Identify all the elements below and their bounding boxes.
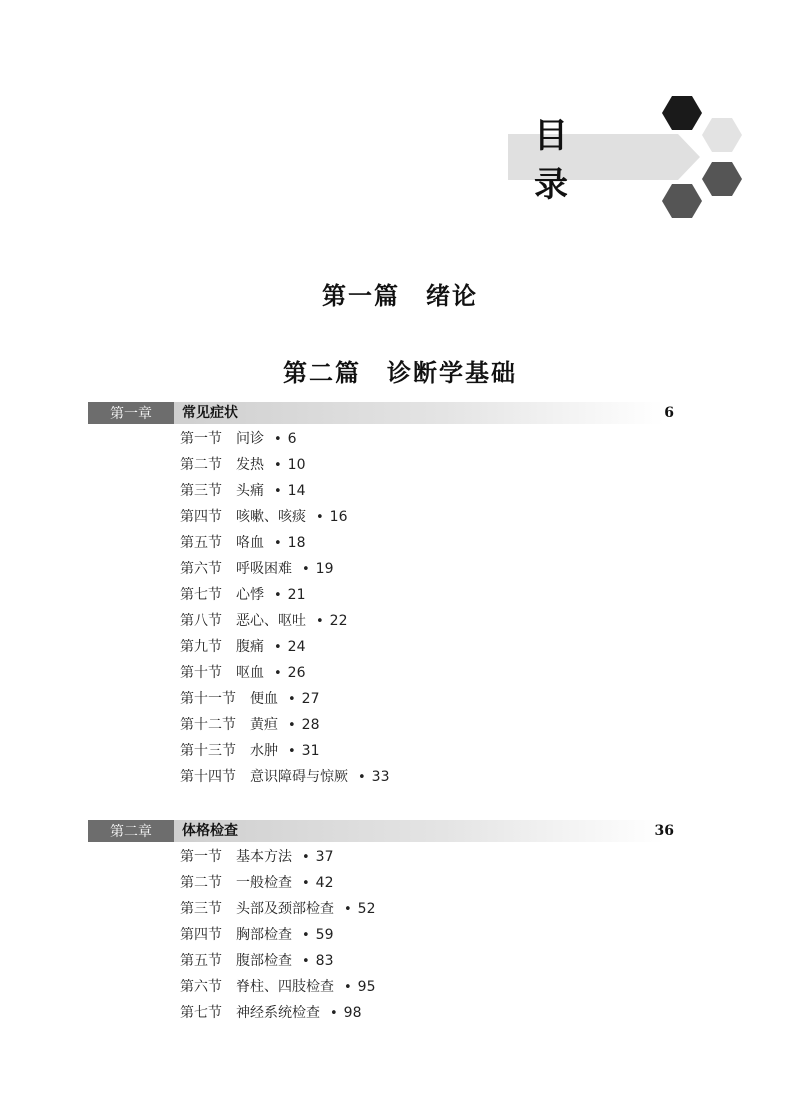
hexagon-mid-lower-icon xyxy=(662,184,702,218)
section-number: 第十三节 xyxy=(180,743,236,759)
section-title: 头部及颈部检查 xyxy=(236,901,334,917)
section-number: 第十二节 xyxy=(180,717,236,733)
bullet-dot-icon: • xyxy=(316,614,324,629)
section-page: 22 xyxy=(329,613,348,629)
section-number: 第二节 xyxy=(180,457,222,473)
chapter-name: 体格检查 xyxy=(182,823,238,839)
section-title: 腹部检查 xyxy=(236,953,292,969)
bullet-dot-icon: • xyxy=(274,458,282,473)
chapter-page: 6 xyxy=(664,405,674,421)
section-page: 59 xyxy=(315,927,334,943)
section-list-chapter-2 xyxy=(180,844,376,1026)
bullet-dot-icon: • xyxy=(344,980,352,995)
bullet-dot-icon: • xyxy=(274,432,282,447)
chapter-bar xyxy=(174,820,664,842)
bullet-dot-icon: • xyxy=(274,588,282,603)
section-title: 心悸 xyxy=(236,587,264,603)
section-number: 第一节 xyxy=(180,849,222,865)
bullet-dot-icon: • xyxy=(330,1006,338,1021)
section-page: 26 xyxy=(287,665,306,681)
toc-section-item[interactable] xyxy=(180,478,390,504)
part-title-1: 第一篇 绪论 xyxy=(322,281,478,310)
section-page: 18 xyxy=(287,535,306,551)
toc-section-item[interactable] xyxy=(180,1000,376,1026)
toc-section-item[interactable] xyxy=(180,974,376,1000)
section-title: 一般检查 xyxy=(236,875,292,891)
toc-section-item[interactable] xyxy=(180,608,390,634)
section-title: 基本方法 xyxy=(236,849,292,865)
section-page: 37 xyxy=(315,849,334,865)
section-title: 咳嗽、咳痰 xyxy=(236,509,306,525)
bullet-dot-icon: • xyxy=(302,850,310,865)
toc-header-banner xyxy=(508,116,700,205)
toc-section-item[interactable] xyxy=(180,712,390,738)
bullet-dot-icon: • xyxy=(288,692,296,707)
part-title-2: 第二篇 诊断学基础 xyxy=(283,358,517,387)
toc-section-item[interactable] xyxy=(180,686,390,712)
section-number: 第三节 xyxy=(180,483,222,499)
section-number: 第四节 xyxy=(180,927,222,943)
chapter-label: 第二章 xyxy=(88,820,174,842)
section-number: 第十节 xyxy=(180,665,222,681)
section-title: 咯血 xyxy=(236,535,264,551)
section-title: 恶心、呕吐 xyxy=(236,613,306,629)
page-title: 目 录 xyxy=(534,116,594,205)
bullet-dot-icon: • xyxy=(274,484,282,499)
section-title: 胸部检查 xyxy=(236,927,292,943)
toc-section-item[interactable] xyxy=(180,764,390,790)
section-number: 第五节 xyxy=(180,535,222,551)
section-page: 19 xyxy=(315,561,334,577)
toc-section-item[interactable] xyxy=(180,844,376,870)
section-number: 第十一节 xyxy=(180,691,236,707)
toc-section-item[interactable] xyxy=(180,634,390,660)
section-page: 24 xyxy=(287,639,306,655)
section-page: 98 xyxy=(343,1005,362,1021)
section-number: 第十四节 xyxy=(180,769,236,785)
toc-section-item[interactable] xyxy=(180,556,390,582)
chapter-name: 常见症状 xyxy=(182,405,238,421)
section-page: 14 xyxy=(287,483,306,499)
toc-section-item[interactable] xyxy=(180,948,376,974)
section-number: 第三节 xyxy=(180,901,222,917)
section-page: 95 xyxy=(357,979,376,995)
toc-section-item[interactable] xyxy=(180,896,376,922)
chapter-bar xyxy=(174,402,664,424)
section-title: 发热 xyxy=(236,457,264,473)
section-title: 呕血 xyxy=(236,665,264,681)
section-number: 第八节 xyxy=(180,613,222,629)
toc-section-item[interactable] xyxy=(180,738,390,764)
hexagon-light-icon xyxy=(702,118,742,152)
bullet-dot-icon: • xyxy=(274,666,282,681)
section-number: 第二节 xyxy=(180,875,222,891)
chapter-header-2[interactable] xyxy=(88,820,680,842)
chapter-page: 36 xyxy=(654,823,674,839)
section-number: 第一节 xyxy=(180,431,222,447)
bullet-dot-icon: • xyxy=(288,718,296,733)
toc-section-item[interactable] xyxy=(180,582,390,608)
bullet-dot-icon: • xyxy=(274,536,282,551)
toc-section-item[interactable] xyxy=(180,870,376,896)
bullet-dot-icon: • xyxy=(344,902,352,917)
chapter-header-1[interactable] xyxy=(88,402,680,424)
chapter-label: 第一章 xyxy=(88,402,174,424)
section-number: 第六节 xyxy=(180,979,222,995)
bullet-dot-icon: • xyxy=(274,640,282,655)
bullet-dot-icon: • xyxy=(302,562,310,577)
section-title: 腹痛 xyxy=(236,639,264,655)
section-title: 黄疸 xyxy=(250,717,278,733)
section-title: 水肿 xyxy=(250,743,278,759)
section-title: 问诊 xyxy=(236,431,264,447)
section-title: 意识障碍与惊厥 xyxy=(250,769,348,785)
section-title: 神经系统检查 xyxy=(236,1005,320,1021)
section-number: 第六节 xyxy=(180,561,222,577)
bullet-dot-icon: • xyxy=(288,744,296,759)
section-title: 头痛 xyxy=(236,483,264,499)
section-page: 6 xyxy=(287,431,297,447)
section-number: 第四节 xyxy=(180,509,222,525)
hexagon-mid-icon xyxy=(702,162,742,196)
section-page: 42 xyxy=(315,875,334,891)
section-page: 33 xyxy=(371,769,390,785)
toc-section-item[interactable] xyxy=(180,504,390,530)
toc-section-item[interactable] xyxy=(180,660,390,686)
section-number: 第七节 xyxy=(180,587,222,603)
section-page: 16 xyxy=(329,509,348,525)
hexagon-dark-icon xyxy=(662,96,702,130)
toc-section-item[interactable] xyxy=(180,452,390,478)
section-page: 83 xyxy=(315,953,334,969)
section-page: 52 xyxy=(357,901,376,917)
bullet-dot-icon: • xyxy=(316,510,324,525)
section-list-chapter-1 xyxy=(180,426,390,790)
section-title: 脊柱、四肢检查 xyxy=(236,979,334,995)
bullet-dot-icon: • xyxy=(302,928,310,943)
section-title: 呼吸困难 xyxy=(236,561,292,577)
section-page: 21 xyxy=(287,587,306,603)
toc-section-item[interactable] xyxy=(180,922,376,948)
toc-section-item[interactable] xyxy=(180,530,390,556)
section-page: 27 xyxy=(301,691,320,707)
section-page: 28 xyxy=(301,717,320,733)
toc-section-item[interactable] xyxy=(180,426,390,452)
section-number: 第七节 xyxy=(180,1005,222,1021)
section-number: 第九节 xyxy=(180,639,222,655)
bullet-dot-icon: • xyxy=(302,954,310,969)
section-number: 第五节 xyxy=(180,953,222,969)
bullet-dot-icon: • xyxy=(358,770,366,785)
section-title: 便血 xyxy=(250,691,278,707)
section-page: 10 xyxy=(287,457,306,473)
bullet-dot-icon: • xyxy=(302,876,310,891)
section-page: 31 xyxy=(301,743,320,759)
